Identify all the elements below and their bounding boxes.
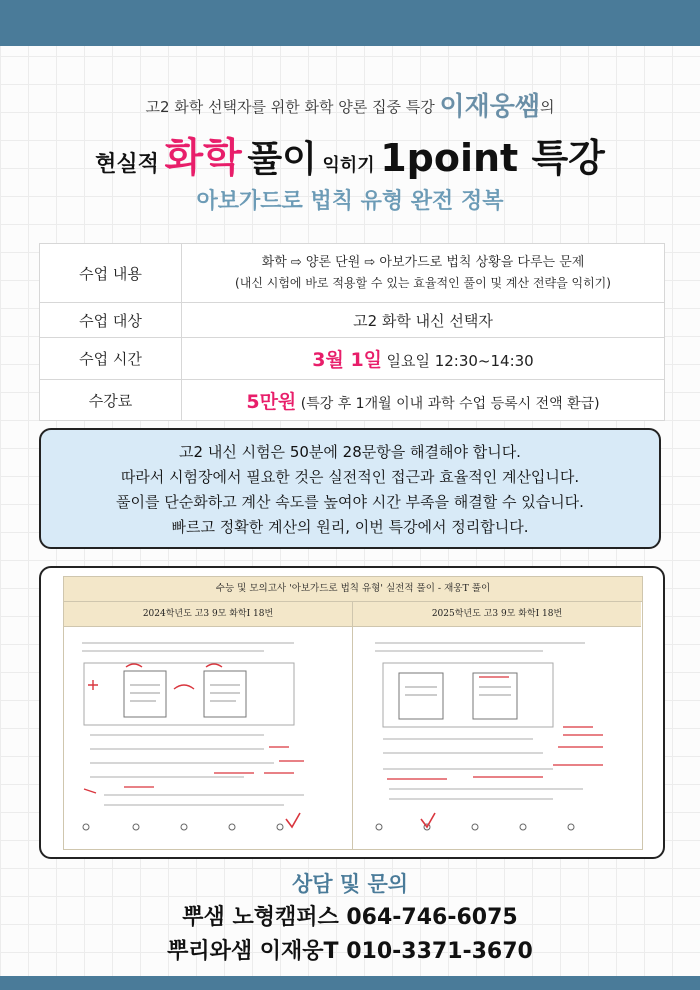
sample-document bbox=[63, 576, 643, 850]
bottom-banner bbox=[0, 976, 700, 990]
subtitle-prefix: 고2 화학 선택자를 위한 화학 양론 집중 특강 bbox=[145, 98, 435, 116]
course-subtitle bbox=[0, 86, 700, 123]
title-part-1point: 1point 특강 bbox=[380, 136, 605, 180]
row-label: 수업 대상 bbox=[40, 303, 182, 338]
teacher-name: 이재웅쌤 bbox=[439, 92, 540, 122]
top-banner bbox=[0, 0, 700, 46]
sub-title: 아보가드로 법칙 유형 완전 정복 bbox=[196, 189, 504, 214]
notice-box bbox=[39, 428, 661, 549]
sample-header: 수능 및 모의고사 '아보가드로 법칙 유형' 실전적 풀이 - 재웅T 풀이 bbox=[64, 577, 642, 602]
contact-title: 상담 및 문의 bbox=[291, 872, 409, 896]
subtitle-suffix: 의 bbox=[540, 98, 555, 116]
table-row bbox=[40, 380, 665, 421]
notice-line: 빠르고 정확한 계산의 원리, 이번 특강에서 정리합니다. bbox=[171, 518, 529, 536]
main-title bbox=[0, 126, 700, 183]
content-note: (내신 시험에 바로 적용할 수 있는 효율적인 풀이 및 계산 전략을 익히기) bbox=[235, 276, 611, 290]
row-value bbox=[182, 380, 665, 421]
sample-column-title: 2025학년도 고3 9모 화학Ⅰ 18번 bbox=[353, 602, 641, 627]
tuition-fee: 5만원 bbox=[246, 390, 297, 413]
row-label: 수업 내용 bbox=[40, 244, 182, 303]
contact-campus: 뿌샘 노형캠퍼스 064-746-6075 bbox=[182, 905, 518, 930]
sample-solution-box bbox=[39, 566, 665, 859]
notice-line: 따라서 시험장에서 필요한 것은 실전적인 접근과 효율적인 계산입니다. bbox=[120, 468, 580, 486]
title-part-realistic: 현실적 bbox=[95, 152, 159, 177]
handwritten-solution-image bbox=[64, 627, 352, 849]
notice-line: 고2 내신 시험은 50분에 28문항을 해결해야 합니다. bbox=[179, 443, 521, 461]
contact-teacher: 뿌리와샘 이재웅T 010-3371-3670 bbox=[167, 939, 533, 964]
table-row bbox=[40, 303, 665, 338]
class-time: 일요일 12:30~14:30 bbox=[386, 352, 534, 370]
row-value: 고2 화학 내신 선택자 bbox=[182, 303, 665, 338]
refund-note: (특강 후 1개월 이내 과학 수업 등록시 전액 환급) bbox=[300, 395, 600, 412]
sample-column-2025 bbox=[353, 602, 641, 849]
row-label: 수강료 bbox=[40, 380, 182, 421]
sample-column-2024 bbox=[64, 602, 353, 849]
title-part-chemistry: 화학 bbox=[164, 135, 242, 181]
notice-line: 풀이를 단순화하고 계산 속도를 높여야 시간 부족을 해결할 수 있습니다. bbox=[116, 493, 584, 511]
content-line: 화학 ⇨ 양론 단원 ⇨ 아보가드로 법칙 상황을 다루는 문제 bbox=[261, 255, 585, 270]
sample-column-title: 2024학년도 고3 9모 화학Ⅰ 18번 bbox=[64, 602, 352, 627]
row-label: 수업 시간 bbox=[40, 338, 182, 380]
title-part-learn: 익히기 bbox=[322, 155, 375, 176]
sample-columns bbox=[64, 602, 642, 849]
row-value bbox=[182, 244, 665, 303]
title-part-solution: 풀이 bbox=[247, 139, 317, 180]
course-info-table bbox=[39, 243, 665, 421]
handwritten-solution-image bbox=[353, 627, 641, 849]
row-value bbox=[182, 338, 665, 380]
table-row bbox=[40, 244, 665, 303]
class-date: 3월 1일 bbox=[312, 349, 383, 371]
table-row bbox=[40, 338, 665, 380]
